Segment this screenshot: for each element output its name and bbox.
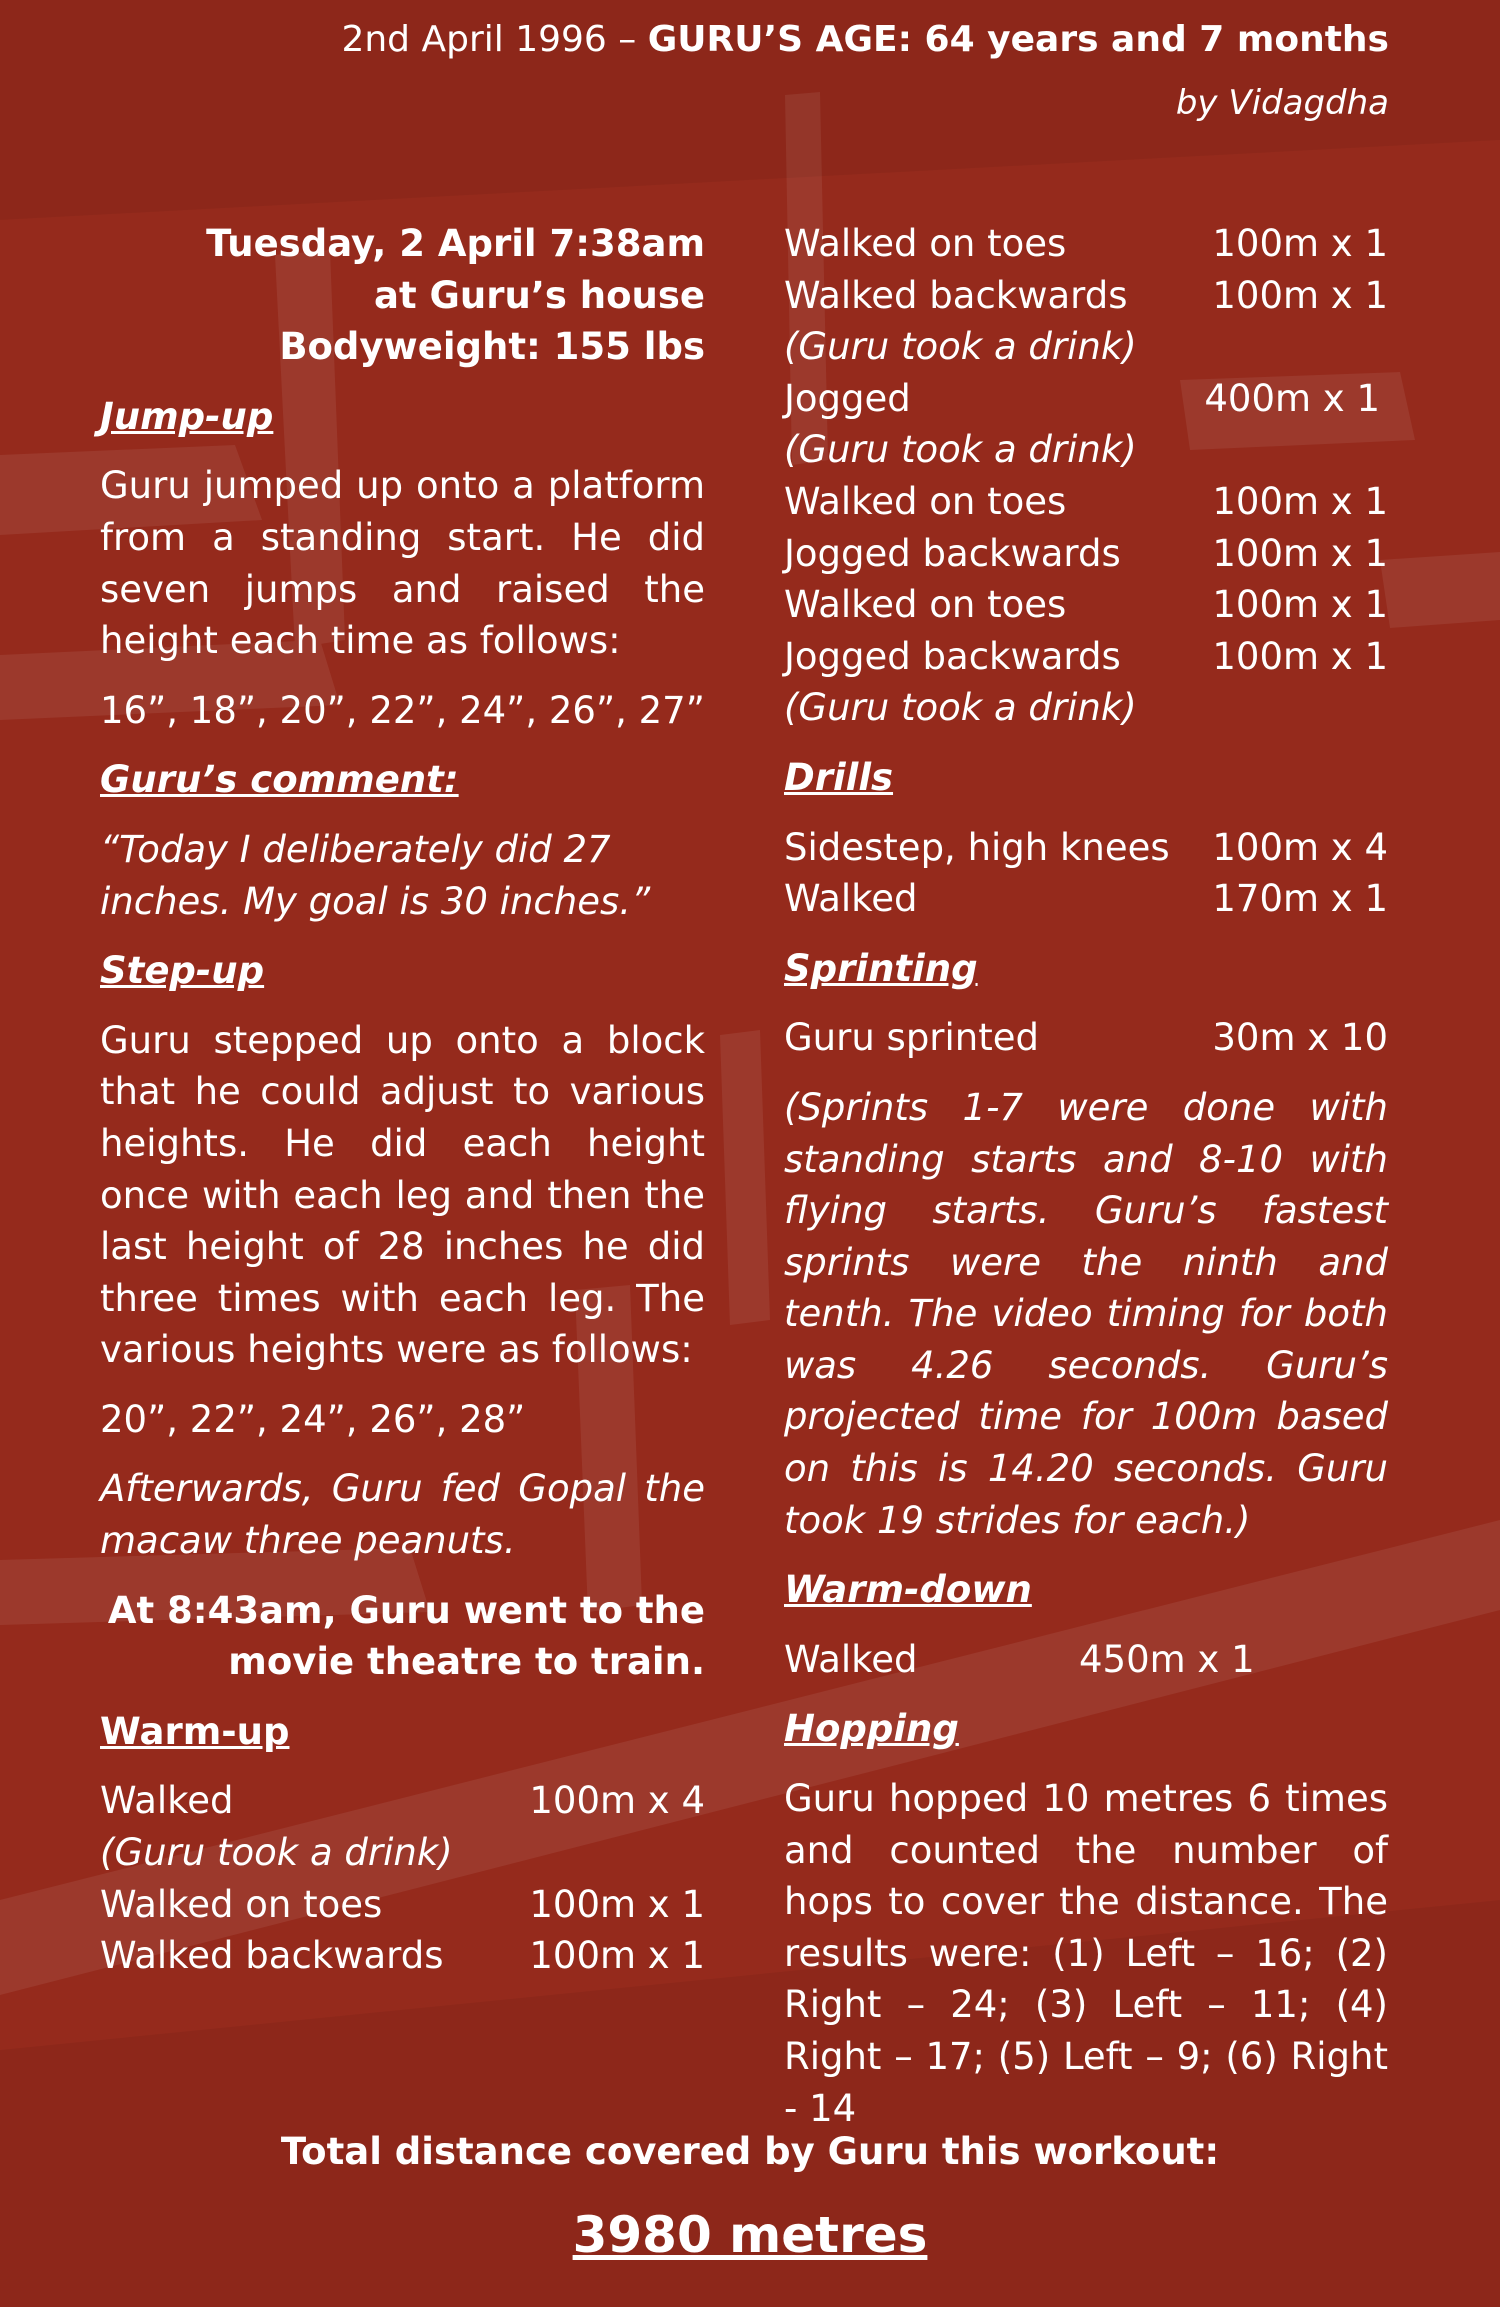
row-label: Guru sprinted xyxy=(784,1016,1040,1060)
row-value: 100m x 1 xyxy=(1212,583,1388,627)
warmup-row xyxy=(784,218,1388,270)
total-distance-label: Total distance covered by Guru this workout: xyxy=(280,2130,1220,2173)
warmup-row xyxy=(100,1775,705,1827)
row-value: 400m x 1 xyxy=(1204,376,1380,420)
hopping-text: Guru hopped 10 metres 6 times and counted the number of hops to cover the distance. The results were: (1) Left – 16; (2) Right – 24; (3) Left – 11; (4) Right – 17; (5) Left – 9; (6) Right - 14 xyxy=(784,1777,1388,2130)
row-value: 100m x 1 xyxy=(1212,273,1388,317)
warmup-row xyxy=(100,1930,705,1982)
warmdown-heading: Warm-down xyxy=(784,1568,1032,1612)
jumpup-text: Guru jumped up onto a platform from a standing start. He did seven jumps and raised the height each time as follows: xyxy=(100,464,705,663)
warmup-row xyxy=(784,528,1388,580)
row-label: Walked on toes xyxy=(784,222,1067,265)
row-label: Walked on toes xyxy=(100,1882,383,1926)
warmup-row xyxy=(784,476,1388,528)
stepup-heading: Step-up xyxy=(100,949,265,993)
row-value: 100m x 1 xyxy=(1212,531,1388,575)
stepup-heights: 20”, 22”, 24”, 26”, 28” xyxy=(100,1397,526,1441)
session-day: Tuesday, 2 April 7:38am xyxy=(206,222,705,265)
warmup-heading: Warm-up xyxy=(100,1709,290,1753)
row-label: Sidestep, high knees xyxy=(784,825,1170,869)
row-label: Walked backwards xyxy=(784,273,1128,317)
page-header xyxy=(341,14,1389,128)
row-label: Jogged xyxy=(784,376,911,420)
row-value: 100m x 4 xyxy=(1212,825,1388,869)
sprint-note: (Sprints 1-7 were done with standing starts and 8-10 with flying starts. Guru’s fastest sprints were the ninth and tenth. The video timing for both was 4.26 seconds. Guru’s projected time for 100m based on this is 14.20 seconds. Guru took 19 strides for each.) xyxy=(784,1085,1388,1542)
row-label: Walked on toes xyxy=(784,583,1067,627)
comment-heading: Guru’s comment: xyxy=(100,758,459,802)
sprinting-heading: Sprinting xyxy=(784,946,978,990)
comment-text: “Today I deliberately did 27 inches. My goal is 30 inches.” xyxy=(100,827,651,923)
row-label: Walked backwards xyxy=(100,1934,444,1978)
row-value: 30m x 10 xyxy=(1212,1016,1388,1060)
jumpup-heading: Jump-up xyxy=(100,394,274,438)
drills-row xyxy=(784,822,1388,874)
session-bodyweight: Bodyweight: 155 lbs xyxy=(279,325,705,369)
right-column xyxy=(784,218,1388,2134)
header-date-age xyxy=(341,14,1389,66)
jumpup-heights: 16”, 18”, 20”, 22”, 24”, 26”, 27” xyxy=(100,688,705,732)
row-value: 100m x 1 xyxy=(529,1934,705,1978)
stepup-text: Guru stepped up onto a block that he could adjust to various heights. He did each height once with each leg and then the last height of 28 inches he did three times with each leg. The various heights were as follows: xyxy=(100,1018,705,1372)
total-distance-value: 3980 metres xyxy=(572,2206,928,2264)
drink-note: (Guru took a drink) xyxy=(784,325,1137,369)
hopping-heading: Hopping xyxy=(784,1707,959,1751)
drills-heading: Drills xyxy=(784,755,894,799)
row-label: Walked xyxy=(784,1637,918,1681)
drink-note: (Guru took a drink) xyxy=(784,686,1137,730)
row-value: 100m x 1 xyxy=(529,1882,705,1926)
row-value: 100m x 1 xyxy=(1212,479,1388,523)
byline: by Vidagdha xyxy=(1175,83,1389,123)
drink-note: (Guru took a drink) xyxy=(784,428,1137,472)
warmup-row xyxy=(784,270,1388,322)
row-label: Walked xyxy=(784,877,918,921)
row-value: 100m x 1 xyxy=(1212,634,1388,678)
afterwards-text: Afterwards, Guru fed Gopal the macaw three peanuts. xyxy=(100,1467,705,1563)
warmup-row xyxy=(784,579,1388,631)
theatre-line-2: movie theatre to train. xyxy=(228,1640,705,1684)
drink-note: (Guru took a drink) xyxy=(100,1831,453,1875)
header-date: 2nd April 1996 – xyxy=(341,19,637,60)
warmdown-row xyxy=(784,1634,1388,1686)
sprint-row xyxy=(784,1012,1388,1064)
warmup-row xyxy=(100,1879,705,1931)
row-label: Jogged backwards xyxy=(784,531,1121,575)
theatre-line-1: At 8:43am, Guru went to the xyxy=(107,1588,705,1632)
row-value: 170m x 1 xyxy=(1212,877,1388,921)
row-label: Walked xyxy=(100,1779,234,1823)
warmup-row xyxy=(784,373,1388,425)
header-age: GURU’S AGE: 64 years and 7 months xyxy=(647,19,1389,60)
row-value: 100m x 4 xyxy=(529,1779,705,1823)
left-column xyxy=(100,218,705,1982)
session-place: at Guru’s house xyxy=(373,273,705,317)
row-label: Walked on toes xyxy=(784,479,1067,523)
drills-row xyxy=(784,873,1388,925)
row-value: 100m x 1 xyxy=(1212,222,1388,265)
row-label: Jogged backwards xyxy=(784,634,1121,678)
row-value: 450m x 1 xyxy=(1079,1637,1255,1681)
warmup-row xyxy=(784,631,1388,683)
